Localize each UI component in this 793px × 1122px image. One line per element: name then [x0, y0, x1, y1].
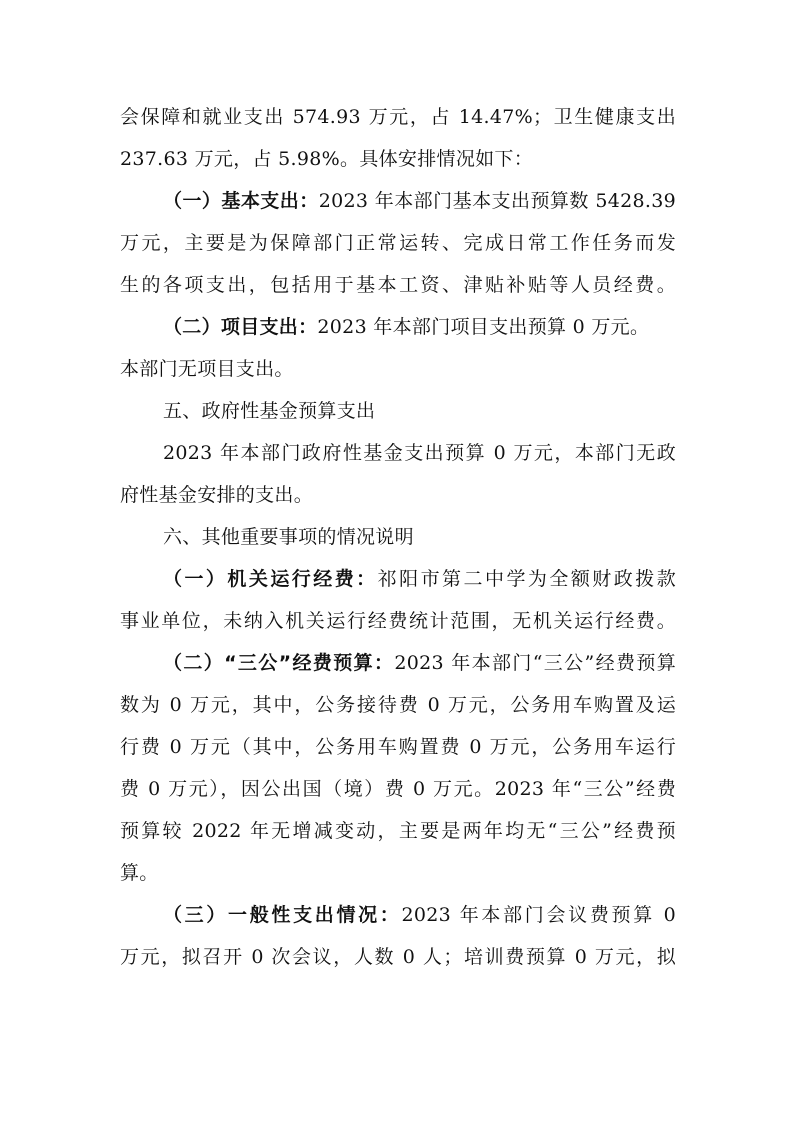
line-text: 本部门无项目支出。: [120, 358, 294, 380]
section-line: [163, 310, 676, 344]
section-heading: （三）一般性支出情况：: [163, 904, 402, 926]
line-text: 数为 0 万元，其中，公务接待费 0 万元，公务用车购置及运: [120, 694, 676, 716]
paragraph-line: [120, 478, 676, 512]
paragraph-line: [120, 940, 676, 974]
paragraph-line: [120, 814, 676, 848]
paragraph-line: [120, 268, 676, 302]
line-text: 费 0 万元），因公出国（境）费 0 万元。2023 年“三公”经费: [120, 778, 676, 800]
paragraph-line: [120, 688, 676, 722]
line-text: 算。: [120, 862, 159, 884]
section-line: [163, 184, 676, 218]
section-heading: （一）基本支出：: [163, 190, 319, 212]
paragraph-line: [120, 856, 676, 890]
chapter-title: 六、其他重要事项的情况说明: [163, 526, 414, 548]
chapter-heading: [163, 520, 676, 554]
section-line: [163, 646, 676, 680]
line-text: 2023 年本部门政府性基金支出预算 0 万元，本部门无政: [163, 442, 676, 464]
paragraph-line: [120, 226, 676, 260]
paragraph-line: [120, 604, 676, 638]
paragraph-line: [120, 142, 676, 176]
paragraph-line: [163, 436, 676, 470]
line-text: 2023 年本部门项目支出预算 0 万元。: [317, 316, 650, 338]
chapter-heading: [163, 394, 676, 428]
section-line: [163, 898, 676, 932]
line-text: 府性基金安排的支出。: [120, 484, 314, 506]
line-text: 万元，拟召开 0 次会议，人数 0 人；培训费预算 0 万元，拟: [120, 946, 676, 968]
line-text: 2023 年本部门基本支出预算数 5428.39: [318, 190, 677, 212]
line-text: 祁阳市第二中学为全额财政拨款: [377, 568, 676, 590]
line-text: 行费 0 万元（其中，公务用车购置费 0 万元，公务用车运行: [120, 736, 676, 758]
line-text: 会保障和就业支出 574.93 万元，占 14.47%；卫生健康支出: [120, 106, 676, 128]
line-text: 事业单位，未纳入机关运行经费统计范围，无机关运行经费。: [120, 610, 676, 632]
section-heading: （二）“三公”经费预算：: [163, 652, 395, 674]
paragraph-line: [120, 100, 676, 134]
section-line: [163, 562, 676, 596]
paragraph-line: [120, 730, 676, 764]
line-text: 2023 年本部门会议费预算 0: [401, 904, 676, 926]
chapter-title: 五、政府性基金预算支出: [163, 400, 376, 422]
line-text: 2023 年本部门“三公”经费预算: [394, 652, 676, 674]
paragraph-line: [120, 772, 676, 806]
section-heading: （一）机关运行经费：: [163, 568, 378, 590]
paragraph-line: [120, 352, 676, 386]
line-text: 万元，主要是为保障部门正常运转、完成日常工作任务而发: [120, 232, 676, 254]
section-heading: （二）项目支出：: [163, 316, 318, 338]
line-text: 237.63 万元，占 5.98%。具体安排情况如下：: [120, 148, 534, 170]
line-text: 生的各项支出，包括用于基本工资、津贴补贴等人员经费。: [120, 274, 676, 296]
line-text: 预算较 2022 年无增减变动，主要是两年均无“三公”经费预: [120, 820, 676, 842]
